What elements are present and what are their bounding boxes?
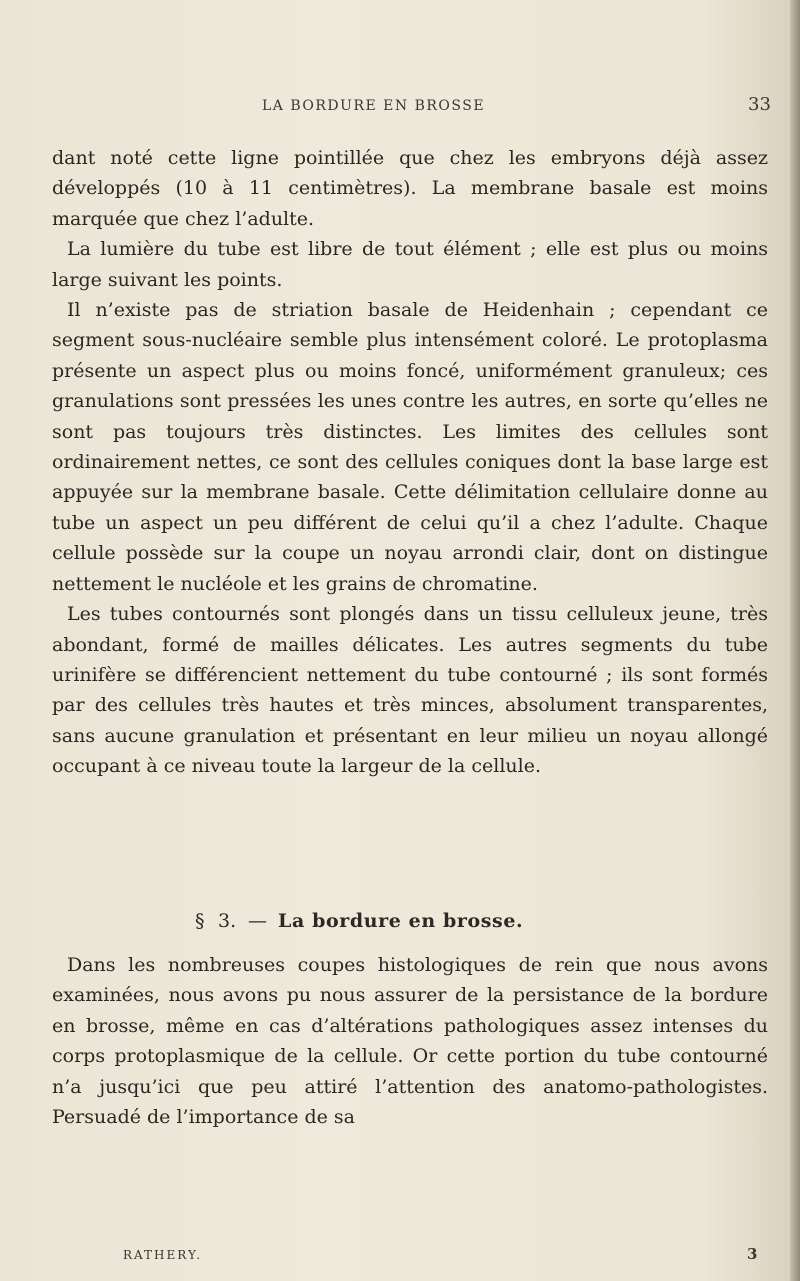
paragraph-3: Il n’existe pas de striation basale de Heidenhain ; cependant ce segment sous-nucléaire semble plus intensément coloré. Le protoplasma présente un aspect plus ou moins foncé, uniformément granuleux; ces granulations sont pressées les unes contre les autres, en sorte qu’elles ne sont pas toujours très distinctes. Les limites des cellules sont ordinairement nettes, ce sont des cellules coniques dont la base large est appuyée sur la membrane basale. Cette délimitation cellulaire donne au tube un aspect un peu différent de celui qu’il a chez l’adulte. Chaque cellule possède sur la coupe un noyau arrondi clair, dont on distingue nettement le nucléole et les grains de chromatine.: [52, 299, 768, 595]
signature-mark: RATHERY.: [123, 1248, 203, 1262]
page-footer: [0, 1246, 800, 1270]
section-number: 3.: [218, 910, 237, 932]
paragraph-1: dant noté cette ligne pointillée que chez les embryons déjà assez développés (10 à 11 centimètres). La membrane basale est moins marquée que chez l’adulte.: [52, 147, 768, 230]
section-dash: —: [248, 910, 267, 932]
body-text: [52, 143, 768, 782]
page-edge: [790, 0, 800, 1281]
running-title: LA BORDURE EN BROSSE: [262, 98, 486, 114]
paragraph-2: La lumière du tube est libre de tout élément ; elle est plus ou moins large suivant les points.: [52, 238, 768, 291]
paragraph-4: Les tubes contournés sont plongés dans un tissu celluleux jeune, très abondant, formé de mailles délicates. Les autres segments du tube urinifère se différencient nettement du tube contourné ; ils sont formés par des cellules très hautes et très minces, absolument transparentes, sans aucune granulation et présentant en leur milieu un noyau allongé occupant à ce niveau toute la largeur de la cellule.: [52, 603, 768, 778]
section-title: La bordure en brosse.: [278, 910, 524, 932]
page-number: 33: [748, 94, 771, 115]
running-header: [0, 94, 800, 122]
section-sign: §: [195, 910, 205, 932]
signature-number: 3: [747, 1245, 760, 1263]
section-paragraph-1: Dans les nombreuses coupes histologiques de rein que nous avons examinées, nous avons pu nous assurer de la persistance de la bordure en brosse, même en cas d’altérations pathologiques assez intenses du corps protoplasmique de la cellule. Or cette portion du tube contourné n’a jusqu’ici que peu attiré l’attention des anatomo-pathologistes. Persuadé de l’importance de sa: [52, 954, 768, 1129]
section-body-text: [52, 950, 768, 1132]
